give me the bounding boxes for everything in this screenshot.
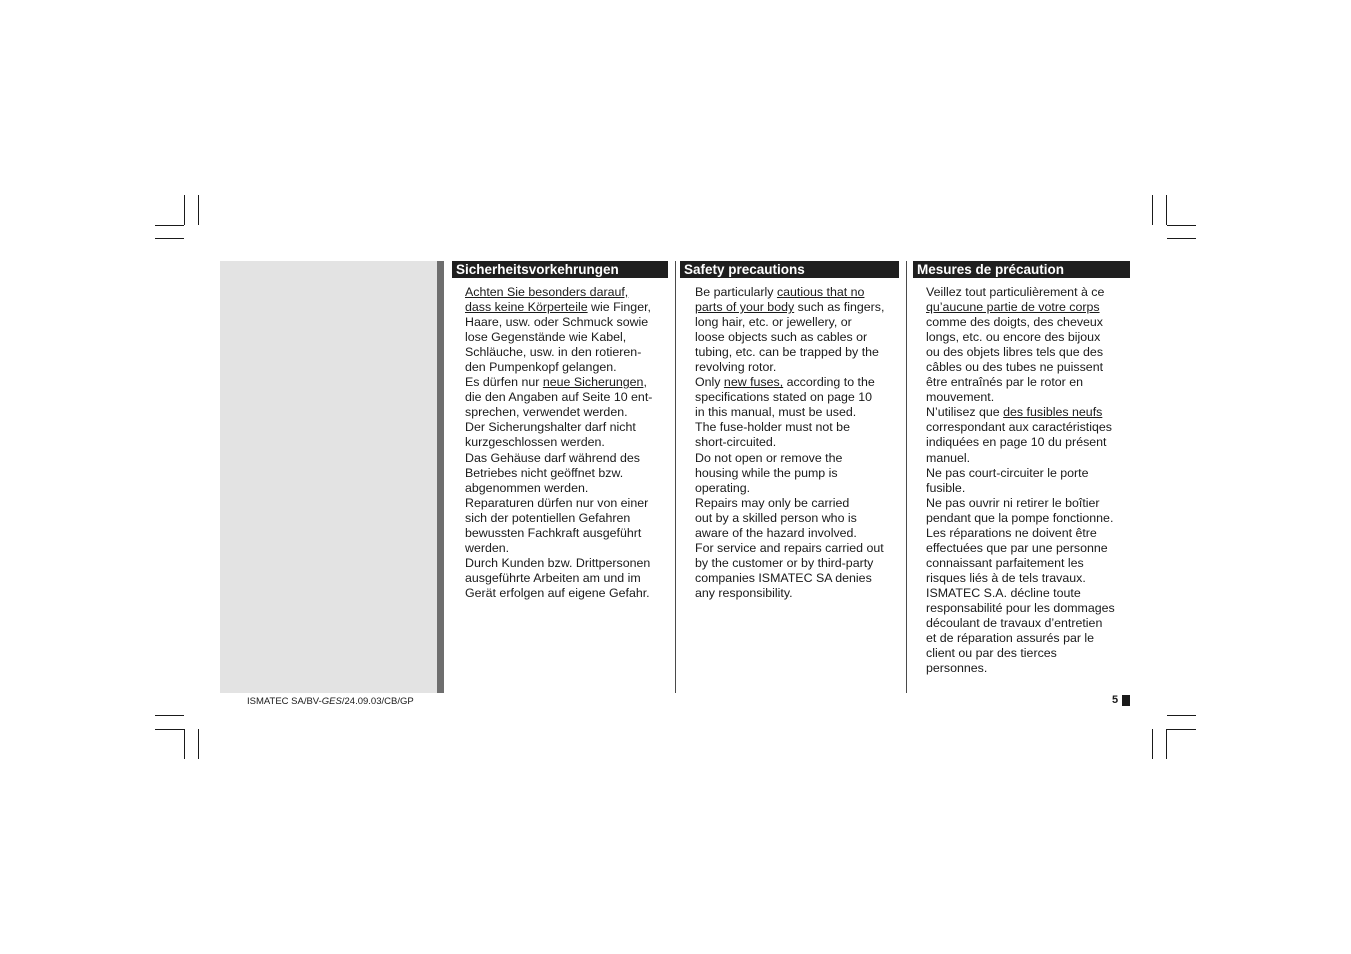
crop-mark bbox=[1167, 238, 1196, 239]
text-segment: Do not open or remove the bbox=[695, 450, 843, 465]
text-line bbox=[695, 330, 884, 345]
text-segment: mouvement. bbox=[926, 390, 995, 405]
underlined-text: dass keine Körperteile bbox=[465, 300, 588, 315]
column-divider bbox=[906, 261, 907, 693]
heading-english: Safety precautions bbox=[680, 261, 899, 278]
margin-panel bbox=[220, 261, 437, 693]
text-segment: et de réparation assurés par le bbox=[926, 631, 1095, 646]
text-line bbox=[465, 405, 652, 420]
text-line bbox=[695, 390, 884, 405]
text-line bbox=[465, 541, 652, 556]
text-segment: effectuées que par une personne bbox=[926, 540, 1108, 555]
text-segment: être entraînés par le rotor en bbox=[926, 375, 1084, 390]
text-segment: housing while the pump is bbox=[695, 465, 838, 480]
text-line bbox=[695, 285, 884, 300]
text-segment: Durch Kunden bzw. Drittpersonen bbox=[465, 555, 651, 570]
text-line bbox=[926, 285, 1115, 300]
text-line bbox=[926, 496, 1115, 511]
underlined-text: parts of your body bbox=[695, 300, 795, 315]
text-line bbox=[695, 556, 884, 571]
underlined-text: neue Sicherungen bbox=[542, 375, 644, 390]
text-line bbox=[926, 375, 1115, 390]
text-line bbox=[465, 330, 652, 345]
text-line bbox=[465, 586, 652, 601]
text-segment: lose Gegenstände wie Kabel, bbox=[465, 330, 627, 345]
german-text bbox=[465, 285, 652, 601]
margin-bar bbox=[437, 261, 444, 693]
crop-mark bbox=[1152, 729, 1153, 759]
text-line bbox=[926, 661, 1115, 676]
text-segment: manuel. bbox=[926, 450, 971, 465]
text-line bbox=[465, 420, 652, 435]
text-line bbox=[926, 390, 1115, 405]
text-segment: correspondant aux caractéristiqes bbox=[926, 420, 1112, 435]
text-line bbox=[465, 496, 652, 511]
text-segment: Ne pas ouvrir ni retirer le boîtier bbox=[926, 495, 1100, 510]
text-segment: connaissant parfaitement les bbox=[926, 555, 1084, 570]
text-line bbox=[465, 526, 652, 541]
text-line bbox=[926, 526, 1115, 541]
text-segment: aware of the hazard involved. bbox=[695, 525, 857, 540]
text-segment: Reparaturen dürfen nur von einer bbox=[465, 495, 649, 510]
text-line bbox=[695, 586, 884, 601]
text-line bbox=[465, 345, 652, 360]
text-segment: longs, etc. ou encore des bijoux bbox=[926, 330, 1101, 345]
text-segment: in this manual, must be used. bbox=[695, 405, 857, 420]
text-line bbox=[926, 330, 1115, 345]
text-line bbox=[465, 511, 652, 526]
column-divider bbox=[675, 261, 676, 693]
underlined-text: des fusibles neufs bbox=[1003, 405, 1103, 420]
text-segment: wie Finger, bbox=[587, 300, 651, 315]
text-segment: client ou par des tierces bbox=[926, 646, 1057, 661]
heading-german: Sicherheitsvorkehrungen bbox=[452, 261, 668, 278]
text-line bbox=[465, 571, 652, 586]
text-line bbox=[926, 586, 1115, 601]
text-line bbox=[465, 360, 652, 375]
text-segment: according to the bbox=[783, 375, 875, 390]
text-segment: short-circuited. bbox=[695, 435, 777, 450]
heading-french: Mesures de précaution bbox=[913, 261, 1130, 278]
text-segment: loose objects such as cables or bbox=[695, 330, 868, 345]
text-segment: Veillez tout particulièrement à ce bbox=[926, 285, 1105, 299]
crop-mark bbox=[1167, 715, 1196, 716]
text-line bbox=[695, 405, 884, 420]
text-segment: bewussten Fachkraft ausgeführt bbox=[465, 525, 642, 540]
text-segment: specifications stated on page 10 bbox=[695, 390, 873, 405]
crop-mark bbox=[1152, 195, 1153, 225]
text-segment: den Pumpenkopf gelangen. bbox=[465, 360, 617, 375]
document-reference-suffix: /24.09.03/CB/GP bbox=[341, 696, 414, 707]
crop-mark bbox=[155, 729, 184, 730]
text-line bbox=[465, 300, 652, 315]
crop-mark bbox=[198, 195, 199, 225]
text-segment: sprechen, verwendet werden. bbox=[465, 405, 628, 420]
text-line bbox=[926, 451, 1115, 466]
text-line bbox=[926, 646, 1115, 661]
text-segment: ISMATEC S.A. décline toute bbox=[926, 585, 1081, 600]
text-segment: Schläuche, usw. in den rotieren- bbox=[465, 345, 642, 360]
document-reference-italic: GES bbox=[321, 696, 342, 707]
crop-mark bbox=[1167, 729, 1196, 730]
text-segment: werden. bbox=[465, 540, 510, 555]
text-line bbox=[695, 435, 884, 450]
crop-mark bbox=[155, 715, 184, 716]
text-line bbox=[695, 541, 884, 556]
text-segment: , bbox=[643, 375, 647, 390]
text-segment: pendant que la pompe fonctionne. bbox=[926, 510, 1114, 525]
text-line bbox=[926, 360, 1115, 375]
text-line bbox=[926, 481, 1115, 496]
text-segment: any responsibility. bbox=[695, 585, 793, 600]
text-segment: The fuse-holder must not be bbox=[695, 420, 850, 435]
text-segment: Ne pas court-circuiter le porte bbox=[926, 465, 1089, 480]
text-line bbox=[926, 511, 1115, 526]
text-segment: indiquées en page 10 du présent bbox=[926, 435, 1107, 450]
text-line bbox=[695, 315, 884, 330]
text-segment: Be particularly bbox=[695, 285, 777, 299]
page-number-marker bbox=[1122, 695, 1130, 706]
crop-mark bbox=[1167, 225, 1196, 226]
text-segment: revolving rotor. bbox=[695, 360, 777, 375]
text-line bbox=[926, 571, 1115, 586]
text-line bbox=[695, 571, 884, 586]
document-reference-prefix: ISMATEC SA/BV- bbox=[247, 696, 322, 707]
text-segment: kurzgeschlossen werden. bbox=[465, 435, 605, 450]
text-segment: découlant de travaux d’entretien bbox=[926, 616, 1103, 631]
text-segment: For service and repairs carried out bbox=[695, 540, 884, 555]
crop-mark bbox=[155, 238, 184, 239]
text-segment: long hair, etc. or jewellery, or bbox=[695, 315, 852, 330]
crop-mark bbox=[1166, 195, 1167, 225]
text-segment: Das Gehäuse darf während des bbox=[465, 450, 640, 465]
document-reference bbox=[247, 696, 414, 707]
text-line bbox=[465, 390, 652, 405]
text-line bbox=[926, 541, 1115, 556]
text-line bbox=[926, 420, 1115, 435]
text-segment: Betriebes nicht geöffnet bzw. bbox=[465, 465, 624, 480]
text-segment: fusible. bbox=[926, 480, 966, 495]
text-segment: sich der potentiellen Gefahren bbox=[465, 510, 631, 525]
text-line bbox=[695, 345, 884, 360]
text-line bbox=[926, 435, 1115, 450]
text-segment: Only bbox=[695, 375, 724, 390]
text-line bbox=[465, 285, 652, 300]
text-segment: by the customer or by third-party bbox=[695, 555, 874, 570]
text-segment: tubing, etc. can be trapped by the bbox=[695, 345, 879, 360]
text-segment: Haare, usw. oder Schmuck sowie bbox=[465, 315, 649, 330]
text-line bbox=[926, 300, 1115, 315]
text-segment: responsabilité pour les dommages bbox=[926, 600, 1115, 615]
text-segment: such as fingers, bbox=[794, 300, 885, 315]
text-segment: ausgeführte Arbeiten am und im bbox=[465, 570, 641, 585]
text-line bbox=[695, 420, 884, 435]
text-line bbox=[926, 405, 1115, 420]
text-line bbox=[926, 315, 1115, 330]
text-line bbox=[695, 360, 884, 375]
text-segment: N’utilisez que bbox=[926, 405, 1004, 420]
text-line bbox=[695, 526, 884, 541]
text-line bbox=[695, 466, 884, 481]
text-line bbox=[465, 481, 652, 496]
text-line bbox=[695, 481, 884, 496]
text-line bbox=[926, 601, 1115, 616]
french-text bbox=[926, 285, 1115, 676]
text-line bbox=[926, 631, 1115, 646]
text-segment: die den Angaben auf Seite 10 ent- bbox=[465, 390, 653, 405]
crop-mark bbox=[155, 225, 184, 226]
text-segment: comme des doigts, des cheveux bbox=[926, 315, 1104, 330]
text-line bbox=[465, 451, 652, 466]
text-segment: Es dürfen nur bbox=[465, 375, 543, 390]
text-segment: Repairs may only be carried bbox=[695, 495, 850, 510]
underlined-text: new fuses, bbox=[723, 375, 784, 390]
text-segment: abgenommen werden. bbox=[465, 480, 589, 495]
text-line bbox=[695, 300, 884, 315]
text-line bbox=[695, 511, 884, 526]
underlined-text: Achten Sie besonders darauf, bbox=[465, 285, 629, 299]
text-line bbox=[695, 375, 884, 390]
text-segment: Les réparations ne doivent être bbox=[926, 525, 1097, 540]
text-segment: Der Sicherungshalter darf nicht bbox=[465, 420, 636, 435]
crop-mark bbox=[198, 729, 199, 759]
text-line bbox=[926, 466, 1115, 481]
text-segment: ou des objets libres tels que des bbox=[926, 345, 1104, 360]
text-segment: companies ISMATEC SA denies bbox=[695, 570, 872, 585]
crop-mark bbox=[184, 729, 185, 759]
text-segment: personnes. bbox=[926, 661, 988, 676]
text-line bbox=[695, 496, 884, 511]
text-segment: Gerät erfolgen auf eigene Gefahr. bbox=[465, 585, 650, 600]
text-line bbox=[465, 435, 652, 450]
text-segment: câbles ou des tubes ne puissent bbox=[926, 360, 1104, 375]
text-line bbox=[465, 466, 652, 481]
crop-mark bbox=[184, 195, 185, 225]
page-number: 5 bbox=[1112, 694, 1119, 706]
english-text bbox=[695, 285, 884, 601]
text-line bbox=[465, 375, 652, 390]
text-line bbox=[695, 451, 884, 466]
text-line bbox=[465, 556, 652, 571]
text-line bbox=[926, 616, 1115, 631]
crop-mark bbox=[1166, 729, 1167, 759]
text-line bbox=[926, 556, 1115, 571]
text-segment: out by a skilled person who is bbox=[695, 510, 857, 525]
text-line bbox=[926, 345, 1115, 360]
text-segment: operating. bbox=[695, 480, 751, 495]
text-line bbox=[465, 315, 652, 330]
text-segment: risques liés à de tels travaux. bbox=[926, 570, 1086, 585]
underlined-text: qu’aucune partie de votre corps bbox=[926, 300, 1100, 315]
underlined-text: cautious that no bbox=[776, 285, 865, 299]
